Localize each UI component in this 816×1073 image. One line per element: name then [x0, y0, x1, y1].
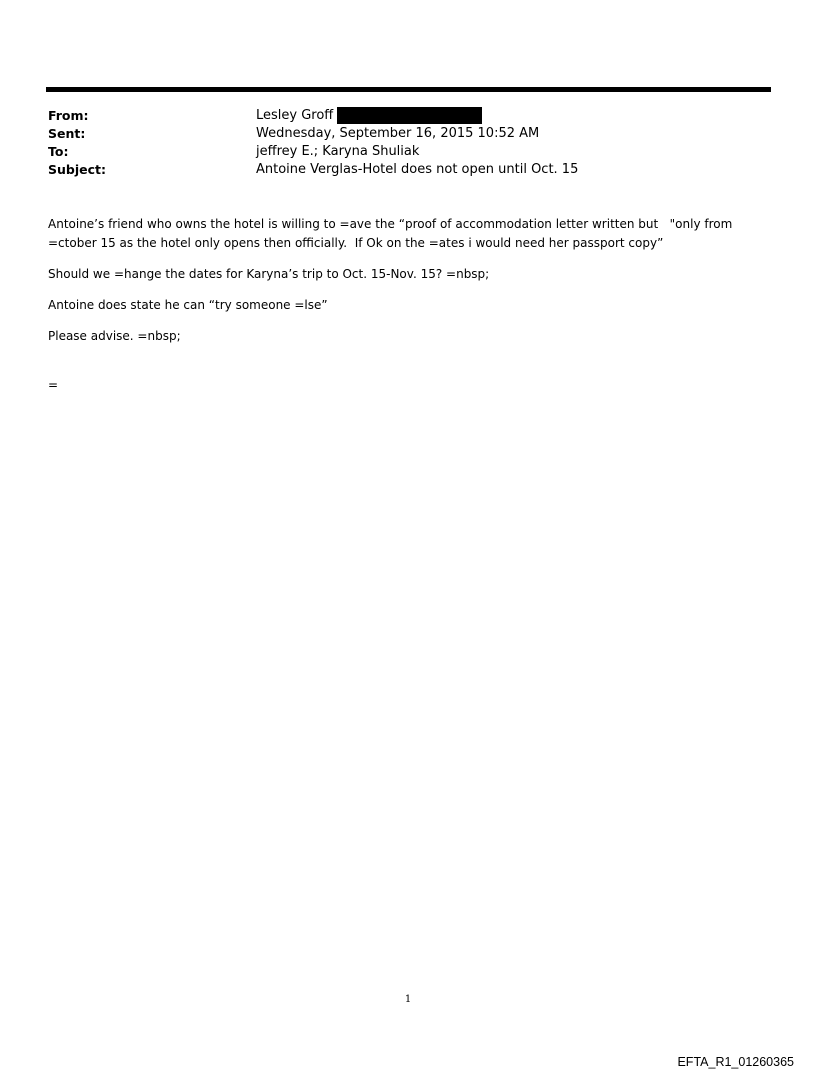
body-paragraph: Please advise. =nbsp; — [48, 329, 181, 343]
sent-label: Sent: — [48, 126, 86, 141]
from-row — [48, 107, 748, 125]
body-paragraph: Should we =hange the dates for Karyna’s trip to Oct. 15-Nov. 15? =nbsp; — [48, 267, 490, 281]
to-value: jeffrey E.; Karyna Shuliak — [256, 144, 420, 159]
from-value — [256, 107, 482, 125]
to-label: To: — [48, 144, 69, 159]
page-number: 1 — [404, 994, 412, 1005]
subject-label: Subject: — [48, 162, 106, 177]
sender-name: Lesley Groff — [256, 108, 334, 123]
body-paragraph: Antoine does state he can “try someone =lse” — [48, 298, 328, 312]
header-divider — [46, 87, 771, 92]
body-paragraph: Antoine’s friend who owns the hotel is willing to =ave the “proof of accommodation letter written but "only from =ctober 15 as the hotel only opens then officially. If Ok on the =ates i would need her passport copy” — [48, 217, 737, 250]
email-header — [48, 107, 748, 179]
body-paragraph: = — [48, 378, 59, 392]
email-body — [48, 215, 768, 407]
from-label: From: — [48, 108, 89, 123]
subject-row — [48, 161, 748, 179]
subject-value: Antoine Verglas-Hotel does not open until Oct. 15 — [256, 162, 579, 177]
sent-row — [48, 125, 748, 143]
sent-value: Wednesday, September 16, 2015 10:52 AM — [256, 126, 540, 141]
to-row — [48, 143, 748, 161]
redaction-box — [337, 107, 482, 124]
document-id: EFTA_R1_01260365 — [677, 1055, 794, 1069]
